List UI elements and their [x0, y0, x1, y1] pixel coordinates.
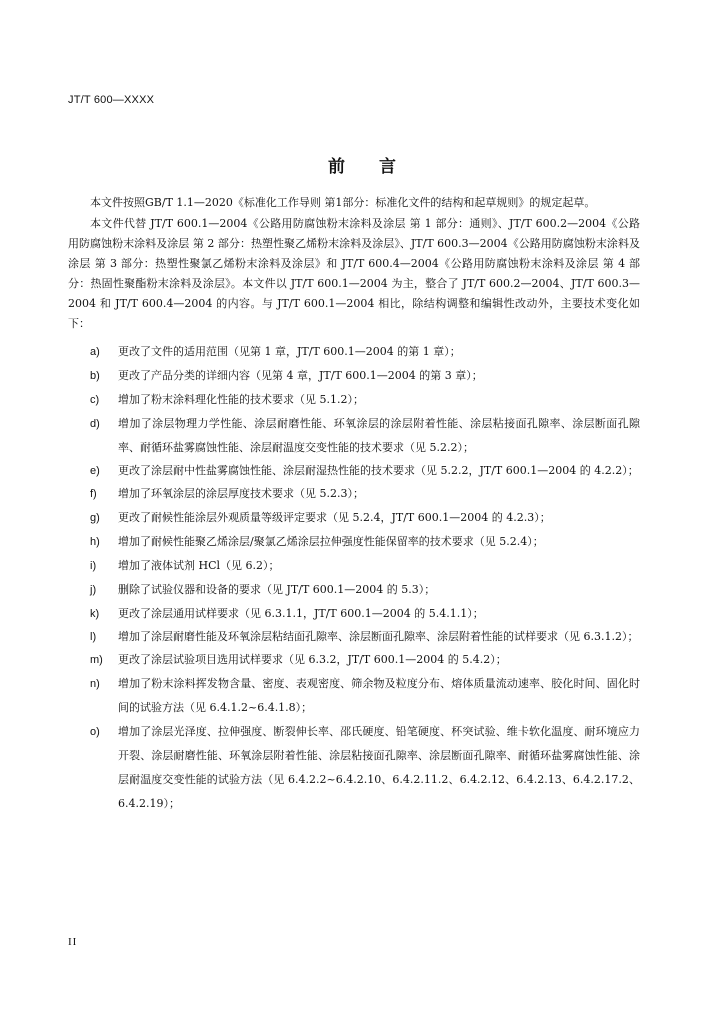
replacement-paragraph: 本文件代替 JT/T 600.1—2004《公路用防腐蚀粉末涂料及涂层 第 1 部分：通则》、JT/T 600.2—2004《公路用防腐蚀粉末涂料及涂层 第 2 部分：热塑性聚乙烯粉末涂料及涂层》、JT/T 600.3—2004《公路用防腐蚀粉末涂料及涂层 第 3 部分：热塑性聚氯乙烯粉末涂料及涂层》和 JT/T 600.4—2004《公路用防腐蚀粉末涂料及涂层 第 4 部分：热固性聚酯粉末涂料及涂层》。本文件以 JT/T 600.1—2004 为主，整合了 JT/T 600.2—2004、JT/T 600.3—2004 和 JT/T 600.4—2004 的内容。与 JT/T 600.1—2004 相比，除结构调整和编辑性改动外，主要技术变化如下：	[68, 217, 640, 330]
list-marker: e)	[90, 465, 100, 477]
list-item	[68, 602, 640, 626]
list-marker: h)	[90, 536, 100, 548]
list-item-text: 更改了涂层耐中性盐雾腐蚀性能、涂层耐湿热性能的技术要求（见 5.2.2，JT/T 600.1—2004 的 4.2.2）；	[118, 464, 639, 477]
list-item	[68, 506, 640, 530]
list-marker: f)	[90, 488, 97, 500]
list-item-text: 增加了涂层光泽度、拉伸强度、断裂伸长率、邵氏硬度、铅笔硬度、杯突试验、维卡软化温度、耐环境应力开裂、涂层耐磨性能、环氧涂层附着性能、涂层粘接面孔隙率、涂层断面孔隙率、耐循环盐雾腐蚀性能、涂层耐温度交变性能的试验方法（见 6.4.2.2~6.4.2.10、6.4.2.11.2、6.4.2.12、6.4.2.13、6.4.2.17.2、6.4.2.19）；	[118, 725, 640, 810]
list-item	[68, 554, 640, 578]
list-marker: b)	[90, 370, 100, 382]
list-marker: l)	[90, 631, 97, 643]
list-item-text: 更改了涂层试验项目选用试样要求（见 6.3.2，JT/T 600.1—2004 的 5.4.2）；	[118, 653, 507, 666]
list-marker: n)	[90, 678, 100, 690]
list-item	[68, 340, 640, 364]
foreword-body	[68, 194, 640, 816]
list-item-text: 删除了试验仪器和设备的要求（见 JT/T 600.1—2004 的 5.3）；	[118, 583, 436, 596]
list-item-text: 更改了涂层通用试样要求（见 6.3.1.1，JT/T 600.1—2004 的 5.4.1.1）；	[118, 607, 484, 620]
list-marker: c)	[90, 394, 100, 406]
list-item	[68, 720, 640, 816]
list-item-text: 增加了耐候性能聚乙烯涂层/聚氯乙烯涂层拉伸强度性能保留率的技术要求（见 5.2.4）；	[118, 535, 544, 548]
list-item	[68, 578, 640, 602]
list-item	[68, 530, 640, 554]
list-item	[68, 388, 640, 412]
list-marker: j)	[90, 584, 97, 596]
list-marker: a)	[90, 346, 100, 358]
list-item-text: 增加了涂层物理力学性能、涂层耐磨性能、环氧涂层的涂层附着性能、涂层粘接面孔隙率、涂层断面孔隙率、耐循环盐雾腐蚀性能、涂层耐温度交变性能的技术要求（见 5.2.2）；	[118, 417, 640, 454]
list-marker: o)	[90, 726, 100, 738]
list-item-text: 增加了环氧涂层的涂层厚度技术要求（见 5.2.3）；	[118, 487, 364, 500]
document-code: JT/T 600—XXXX	[68, 94, 155, 106]
list-item-text: 增加了涂层耐磨性能及环氧涂层粘结面孔隙率、涂层断面孔隙率、涂层附着性能的试样要求（见 6.3.1.2）；	[118, 630, 639, 643]
changes-list	[68, 340, 640, 816]
list-item	[68, 482, 640, 506]
list-marker: g)	[90, 512, 100, 524]
list-item	[68, 626, 640, 648]
list-item	[68, 412, 640, 460]
list-marker: m)	[90, 654, 103, 666]
page-title: 前 言	[328, 157, 396, 177]
list-item	[68, 364, 640, 388]
list-item-text: 增加了粉末涂料挥发物含量、密度、表观密度、筛余物及粒度分布、熔体质量流动速率、胶化时间、固化时间的试验方法（见 6.4.1.2~6.4.1.8）；	[118, 677, 640, 714]
list-marker: k)	[90, 608, 100, 620]
list-item-text: 更改了产品分类的详细内容（见第 4 章，JT/T 600.1—2004 的第 3 章）；	[118, 369, 483, 382]
list-item	[68, 672, 640, 720]
list-item-text: 增加了液体试剂 HCl（见 6.2）；	[118, 559, 280, 572]
list-item	[68, 460, 640, 482]
list-item-text: 更改了文件的适用范围（见第 1 章，JT/T 600.1—2004 的第 1 章）；	[118, 345, 461, 358]
intro-paragraph: 本文件按照GB/T 1.1—2020《标准化工作导则 第1部分：标准化文件的结构和起草规则》的规定起草。	[90, 196, 596, 209]
list-marker: d)	[90, 418, 100, 430]
page-number: II	[68, 936, 78, 948]
list-item-text: 增加了粉末涂料理化性能的技术要求（见 5.1.2）；	[118, 393, 364, 406]
list-item	[68, 648, 640, 672]
list-marker: i)	[90, 560, 97, 572]
list-item-text: 更改了耐候性能涂层外观质量等级评定要求（见 5.2.4，JT/T 600.1—2004 的 4.2.3）；	[118, 511, 551, 524]
